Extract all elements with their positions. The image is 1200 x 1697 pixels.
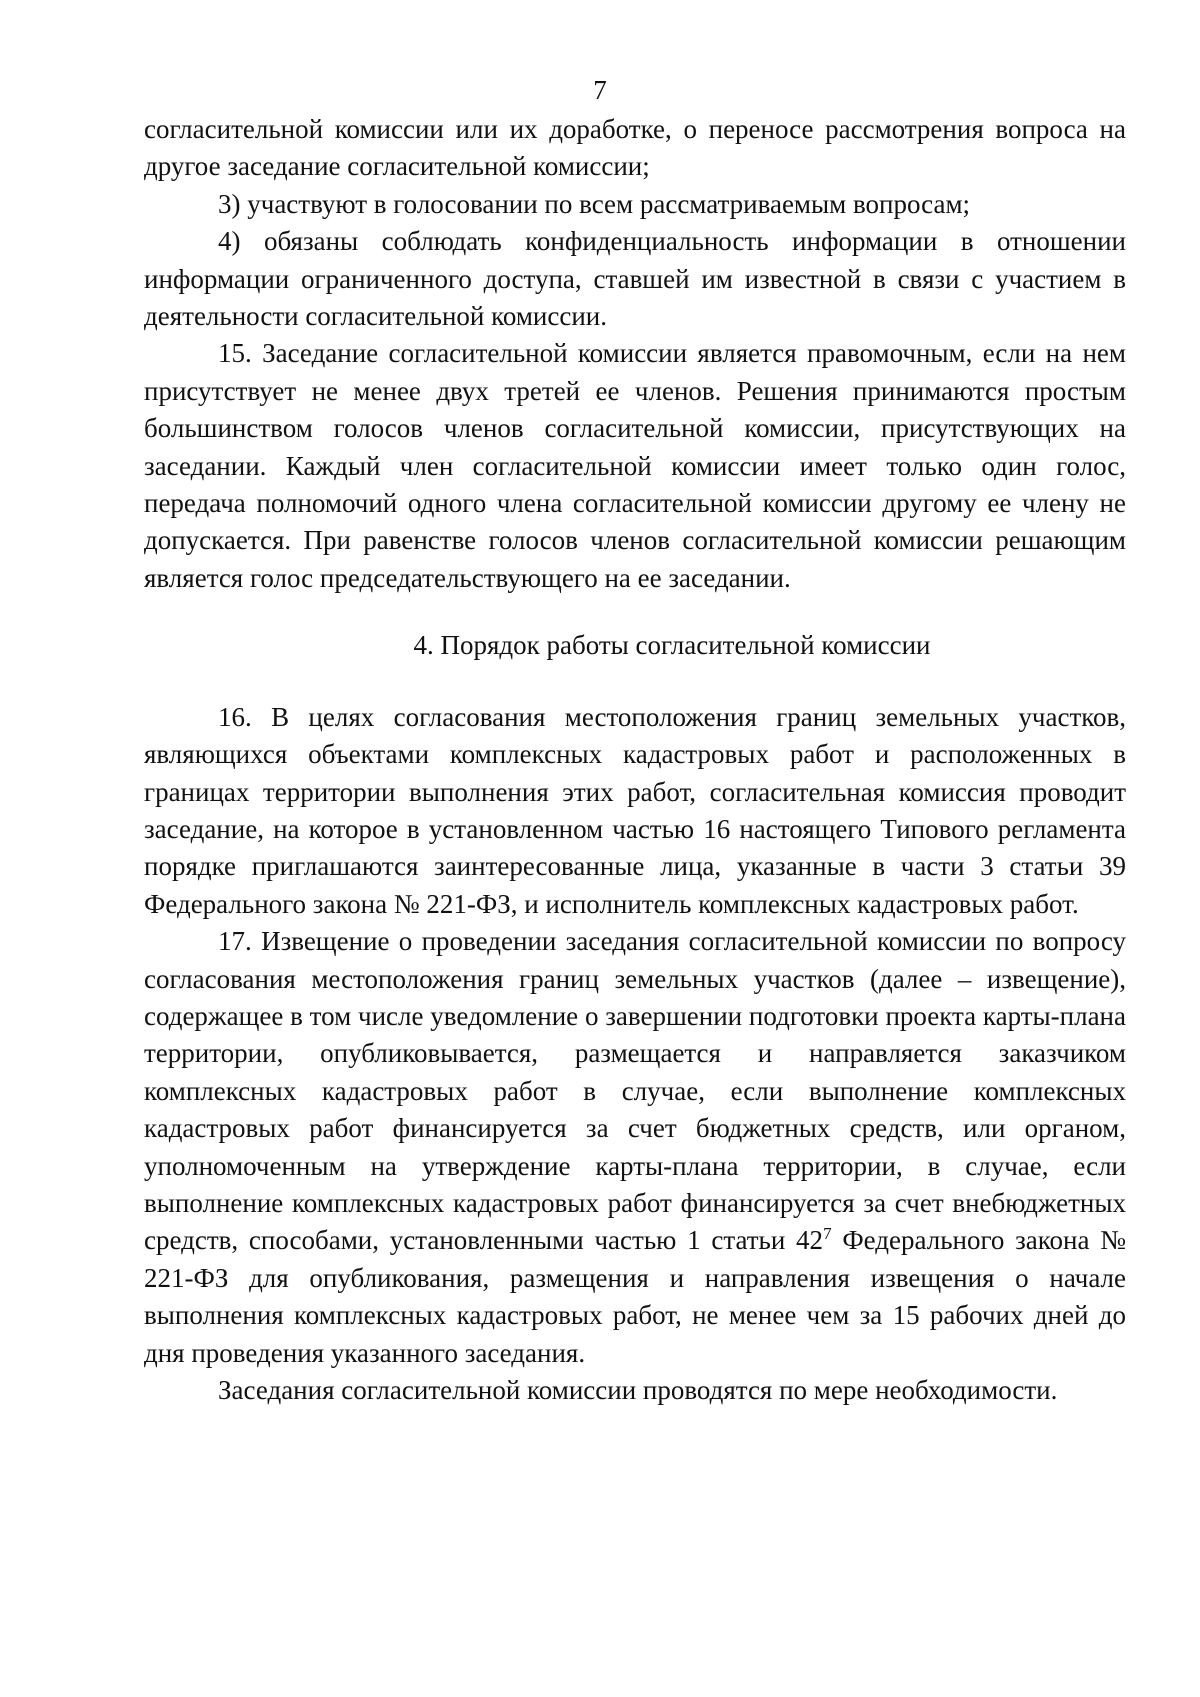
paragraph-17	[144, 923, 1126, 1372]
section-heading: 4. Порядок работы согласительной комиссии	[413, 630, 931, 661]
page-number: 7	[593, 75, 607, 105]
paragraph-meetings-frequency: Заседания согласительной комиссии проводятся по мере необходимости.	[218, 1375, 1058, 1405]
paragraph-item-4: 4) обязаны соблюдать конфиденциальность информации в отношении информации ограниченного доступа, ставшей им известной в связи с участием в деятельности согласительной комиссии.	[144, 226, 1126, 332]
paragraph-17-text-before: 17. Извещение о проведении заседания согласительной комиссии по вопросу согласования местоположения границ земельных участков (далее – извещение), содержащее в том числе уведомление о завершении подготовки проекта карты-плана территории, опубликовывается, размещается и направляется заказчиком комплексных кадастровых работ в случае, если выполнение комплексных кадастровых работ финансируется за счет бюджетных средств, или органом, уполномоченным на утверждение карты-плана территории, в случае, если выполнение комплексных кадастровых работ финансируется за счет внебюджетных средств, способами, установленными частью 1 статьи 42	[144, 926, 1126, 1256]
article-superscript: 7	[823, 1224, 832, 1244]
paragraph-item-3: 3) участвуют в голосовании по всем рассматриваемым вопросам;	[218, 188, 971, 219]
paragraph-15: 15. Заседание согласительной комиссии является правомочным, если на нем присутствует не менее двух третей ее членов. Решения принимаются простым большинством голосов членов согласительной комиссии, присутствующих на заседании. Каждый член согласительной комиссии имеет только один голос, передача полномочий одного члена согласительной комиссии другому ее члену не допускается. При равенстве голосов членов согласительной комиссии решающим является голос председательствующего на ее заседании.	[144, 338, 1126, 593]
paragraph-continuation: согласительной комиссии или их доработке, о переносе рассмотрения вопроса на другое заседание согласительной комиссии;	[144, 114, 1126, 182]
document-body	[144, 111, 1126, 1409]
paragraph-16: 16. В целях согласования местоположения границ земельных участков, являющихся объектами комплексных кадастровых работ и расположенных в границах территории выполнения этих работ, согласительная комиссия проводит заседание, на которое в установленном частью 16 настоящего Типового регламента порядке приглашаются заинтересованные лица, указанные в части 3 статьи 39 Федерального закона № 221-ФЗ, и исполнитель комплексных кадастровых работ.	[144, 701, 1126, 919]
paragraph-17-text-after: Федерального закона № 221-ФЗ для опубликования, размещения и направления извещения о начале выполнения комплексных кадастровых работ, не менее чем за 15 рабочих дней до дня проведения указанного заседания.	[144, 1225, 1126, 1368]
